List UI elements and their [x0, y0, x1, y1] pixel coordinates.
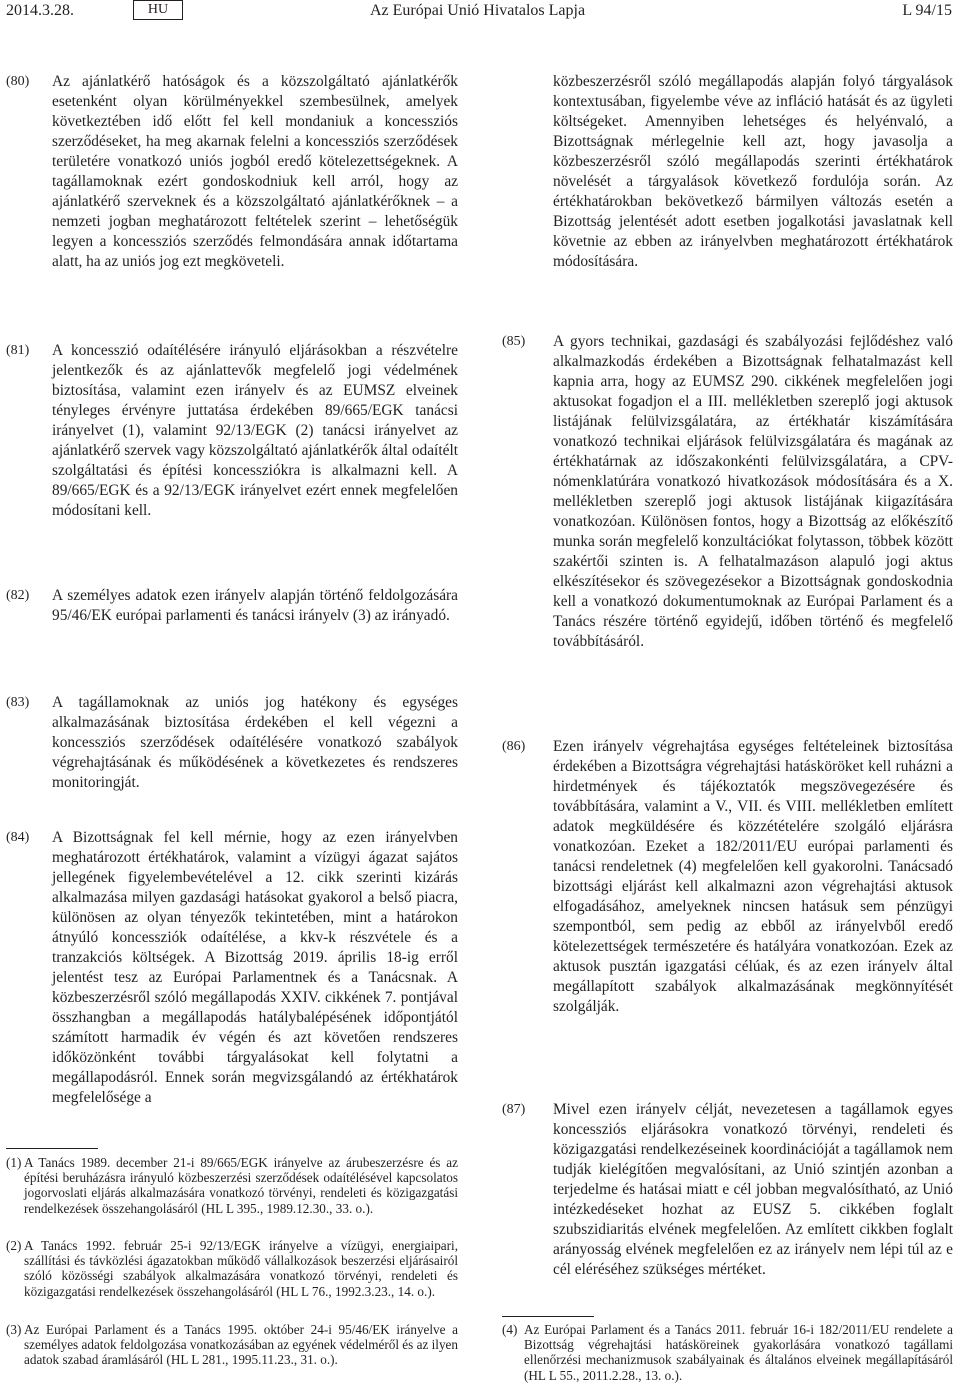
- recital-text: Mivel ezen irányelv célját, nevezetesen a tagállamok egyes koncessziós eljárásokra vonatkozó törvényi, rendeleti és közigazgatási rendelkezéseinek koordinációját a tagállamok nem tudják kielégítően megvalósítani, az Unió szintjén azonban a terjedelme és hatásai miatt e cél jobban megvalósítható, az Unió intézkedéseket hozhat az EUSZ 5. cikkében foglalt szubszidiaritás elvének megfelelően. Az említett cikkben foglalt arányosság elvének megfelelően ez az irányelv nem lépi túl az e cél eléréséhez szükséges mértéket.: [553, 1101, 953, 1278]
- recital-81: [6, 341, 458, 521]
- recital-84-continuation: [553, 72, 953, 272]
- page-number: L 94/15: [902, 2, 952, 19]
- recital-number: (82): [6, 588, 30, 603]
- footnote-mark: (1): [6, 1155, 22, 1170]
- footnote-text: A Tanács 1989. december 21-i 89/665/EGK irányelve az árubeszerzésre és az építési beruházásra irányuló közbeszerzési szerződések odaítélésével kapcsolatos jogorvoslati eljárás alkalmazására vonatkozó törvényi, rendeleti és közigazgatási rendelkezések összehangolásáról (HL L 395., 1989.12.30., 33. o.).: [24, 1155, 458, 1216]
- recital-text: A tagállamoknak az uniós jog hatékony és egységes alkalmazásának biztosítása érdekében el kell végezni a koncessziós szerződések odaítélésére vonatkozó szabályok végrehajtásának és működésének a következetes és rendszeres monitoringját.: [52, 694, 458, 791]
- footnote-2: [6, 1238, 458, 1299]
- recital-text: A koncesszió odaítélésére irányuló eljárásokban a részvételre jelentkezők és az ajánlattevők megfelelő jogi védelmének biztosítása, valamint ezen irányelv és az EUMSZ elveinek tényleges érvényre juttatása érdekében 89/665/EGK tanácsi irányelvet (1), valamint 92/13/EGK (2) tanácsi irányelvet az ajánlatkérő szervek vagy közszolgáltató ajánlatkérők által odaítélt szolgáltatási és építési koncessziókra is alkalmazni kell. A 89/665/EGK és a 92/13/EGK irányelvet ezért ennek megfelelően módosítani kell.: [52, 342, 458, 519]
- footnote-separator: [6, 1148, 98, 1149]
- recital-number: (85): [502, 334, 526, 349]
- recital-86: [502, 737, 953, 1017]
- recital-text: Az ajánlatkérő hatóságok és a közszolgáltató ajánlatkérők esetenként olyan körülményekkel szembesülnek, amelyek következtében idő előtt fel kell mondaniuk a koncessziós szerződéseket, ha meg akarnak felelni a koncessziós szerződések területére vonatkozó uniós jogból eredő kötelezettségeknek. A tagállamoknak ezért gondoskodniuk kell arról, hogy az ajánlatkérő szerveknek és a közszolgáltató ajánlatkérőknek – a nemzeti jogban meghatározott feltételek szerint – lehetőségük legyen a koncessziós szerződés felmondására annak időtartama alatt, ha az uniós jog ezt megköveteli.: [52, 73, 458, 270]
- recital-text: közbeszerzésről szóló megállapodás alapján folyó tárgyalások kontextusában, figyelembe véve az infláció hatását és az ügyleti költségeket. Amennyiben lehetséges és helyénvaló, a Bizottságnak mérlegelnie kell azt, hogy javasolja a közbeszerzésről szóló megállapodás szerinti értékhatárok növelését a tárgyalások következő fordulója során. Az értékhatárokban bekövetkező bármilyen változás esetén a Bizottság jelentését adott esetben jogalkotási javaslatnak kell követnie az ebben az irányelvben meghatározott értékhatárok módosítására.: [553, 73, 953, 270]
- recital-number: (86): [502, 739, 526, 754]
- footnote-text: Az Európai Parlament és a Tanács 1995. október 24-i 95/46/EK irányelve a személyes adatok feldolgozása vonatkozásában az egyének védelméről és az ilyen adatok szabad áramlásáról (HL L 281., 1995.11.23., 31. o.).: [24, 1322, 458, 1368]
- footnote-3: [6, 1322, 458, 1368]
- recital-83: [6, 693, 458, 793]
- recital-82: [6, 586, 458, 626]
- recital-number: (80): [6, 74, 30, 89]
- recital-text: A gyors technikai, gazdasági és szabályozási fejlődéshez való alkalmazkodás érdekében a Bizottságnak felhatalmazást kell kapnia arra, hogy az EUMSZ 290. cikkének megfelelően jogi aktusokat fogadjon el a III. mellékletben szereplő jogi aktusok listájának felülvizsgálatára, az értékhatár kiszámítására vonatkozó technikai eljárások felülvizsgálatára és magának az értékhatárnak az időszakonkénti felülvizsgálatára, a CPV-nómenklatúrára vonatkozó hivatkozások módosítására és a X. mellékletben szereplő jogi aktusok listájának kiigazítására vonatkozóan. Különösen fontos, hogy a Bizottság az előkészítő munka során megfelelő konzultációkat folytasson, többek között szakértői szinten is. A felhatalmazáson alapuló jogi aktus elkészítésekor és szövegezésekor a Bizottságnak gondoskodnia kell a vonatkozó dokumentumoknak az Európai Parlament és a Tanács részére történő egyidejű, időben történő és megfelelő továbbításáról.: [553, 333, 953, 650]
- footnote-text: A Tanács 1992. február 25-i 92/13/EGK irányelve a vízügyi, energiaipari, szállítási és távközlési ágazatokban működő vállalkozások beszerzési eljárásairól szóló közösségi szabályok alkalmazására vonatkozó törvényi, rendeleti és közigazgatási rendelkezések összehangolásáról (HL L 76., 1992.3.23., 14. o.).: [24, 1238, 458, 1299]
- footnote-mark: (2): [6, 1238, 22, 1253]
- language-badge: HU: [133, 0, 183, 20]
- recital-text: A személyes adatok ezen irányelv alapján történő feldolgozására 95/46/EK európai parlamenti és tanácsi irányelv (3) az irányadó.: [52, 587, 458, 624]
- recital-87: [502, 1100, 953, 1280]
- recital-84: [6, 828, 458, 1108]
- recital-number: (84): [6, 830, 30, 845]
- footnote-separator: [502, 1316, 594, 1317]
- journal-title: Az Európai Unió Hivatalos Lapja: [370, 2, 586, 19]
- recital-text: Ezen irányelv végrehajtása egységes feltételeinek biztosítása érdekében a Bizottságra végrehajtási hatásköröket kell ruházni a hirdetmények és tájékoztatók megszövegezésére és továbbítására, valamint a V., VII. és VIII. mellékletben említett adatok megküldésére és közzétételére szolgáló eljárásra vonatkozóan. Ezeket a 182/2011/EU európai parlamenti és tanácsi rendeletnek (4) megfelelően kell gyakorolni. Tanácsadó bizottsági eljárást kell alkalmazni azon végrehajtási aktusok elfogadásához, amelyeknek nincsen hatásuk sem pénzügyi szempontból, sem pedig az ebből az irányelvből eredő kötelezettségek természetére és hatályára vonatkozóan. Ezek az aktusok pusztán igazgatási célúak, és az ezen irányelv által megállapított szabályok alkalmazásának megkönnyítését szolgálják.: [553, 738, 953, 1015]
- footnote-mark: (4): [502, 1322, 518, 1337]
- recital-number: (81): [6, 343, 30, 358]
- page-header: [0, 0, 960, 26]
- footnote-1: [6, 1155, 458, 1216]
- footnote-4: [502, 1322, 953, 1383]
- recital-85: [502, 332, 953, 652]
- recital-80: [6, 72, 458, 272]
- recital-number: (87): [502, 1102, 526, 1117]
- recital-number: (83): [6, 695, 30, 710]
- publication-date: 2014.3.28.: [6, 2, 74, 19]
- recital-text: A Bizottságnak fel kell mérnie, hogy az ezen irányelvben meghatározott értékhatárok, valamint a vízügyi ágazat sajátos jellegének figyelembevételével a 12. cikk szerinti kizárás alkalmazása milyen gazdasági hatásokat gyakorol a belső piacra, különösen az olyan tényezők tekintetében, mint a határokon átnyúló koncessziók odaítélése, a kkv-k részvétele és a tranzakciós költségek. A Bizottság 2019. április 18-ig erről jelentést tesz az Európai Parlamentnek és a Tanácsnak. A közbeszerzésről szóló megállapodás XXIV. cikkének 7. pontjával összhangban a megállapodás hatálybalépésének időpontjától számított harmadik év végén és azt követően rendszeres időközönként további tárgyalásokat kell folytatni a megállapodásról. Ennek során megvizsgálandó az értékhatárok megfelelősége a: [52, 829, 458, 1106]
- footnote-mark: (3): [6, 1322, 22, 1337]
- footnote-text: Az Európai Parlament és a Tanács 2011. február 16-i 182/2011/EU rendelete a Bizottság végrehajtási hatásköreinek gyakorlására vonatkozó tagállami ellenőrzési mechanizmusok szabályainak és általános elveinek megállapításáról (HL L 55., 2011.2.28., 13. o.).: [524, 1322, 953, 1383]
